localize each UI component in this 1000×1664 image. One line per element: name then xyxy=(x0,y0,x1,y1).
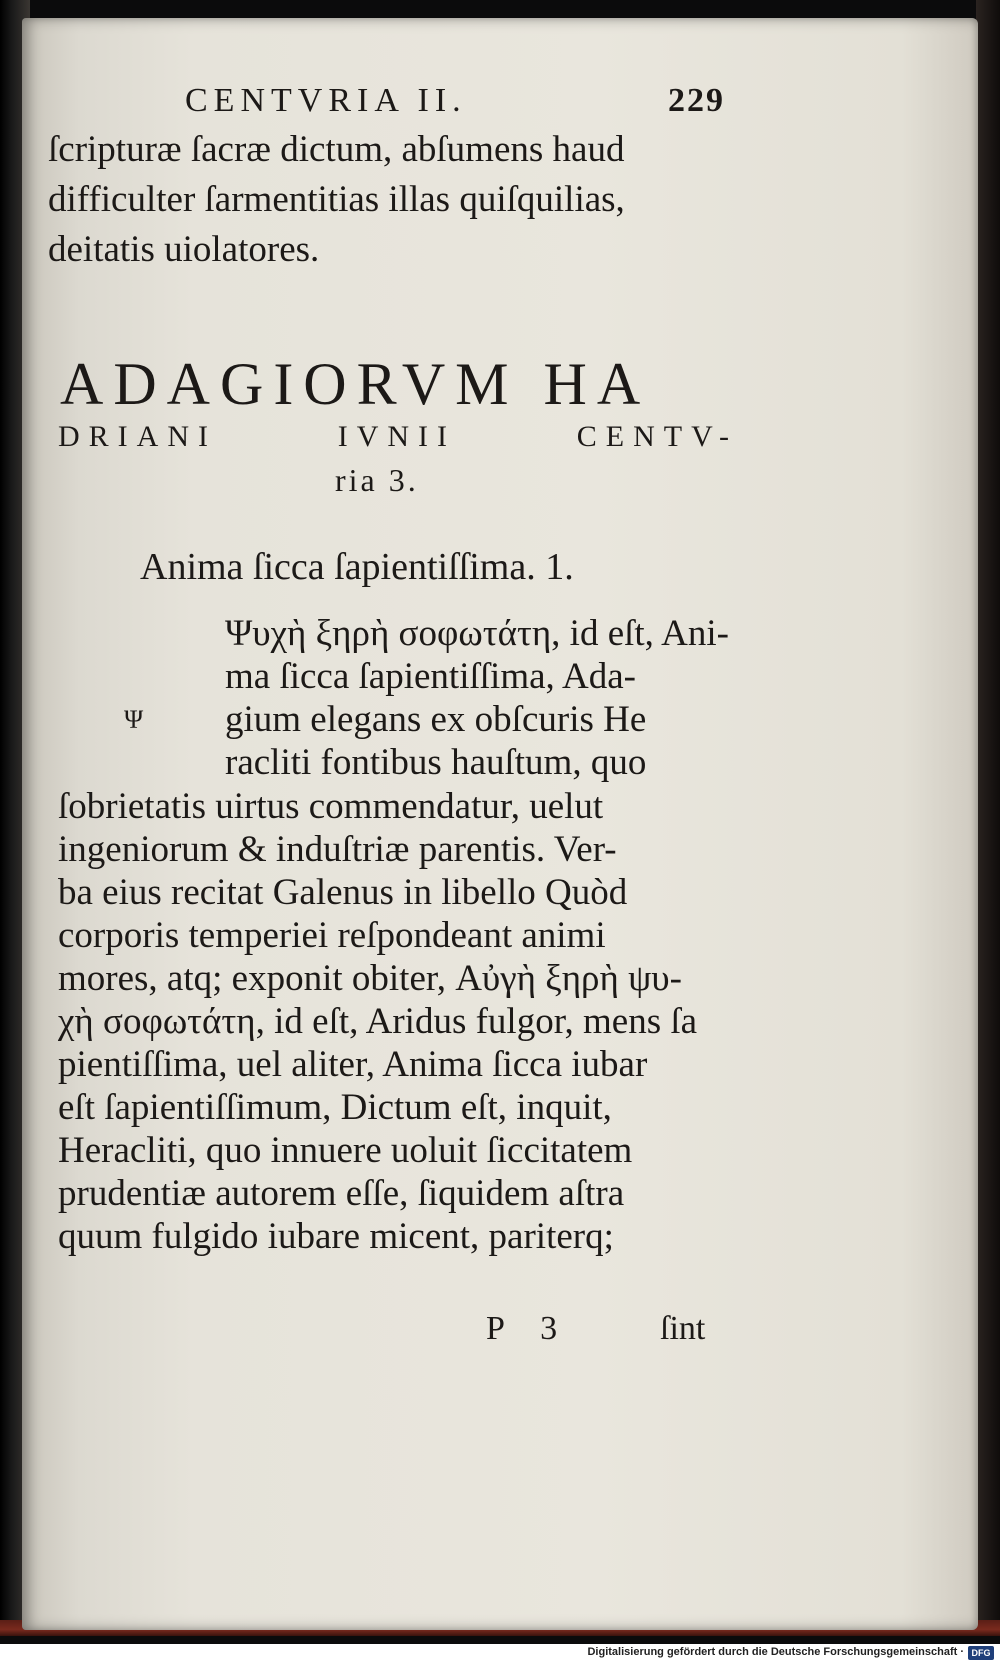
page-right-edge xyxy=(976,0,1000,1636)
section-title-line1: ADAGIORVM HA xyxy=(60,351,651,417)
body-line: ſobrietatis uirtus commendatur, uelut xyxy=(58,786,604,827)
signature-mark: P 3 xyxy=(486,1310,572,1347)
body-line: Ψυχὴ ξηρὴ σοφωτάτη, id eſt, Ani- xyxy=(225,613,729,654)
body-line: racliti fontibus hauſtum, quo xyxy=(225,742,647,783)
body-line: prudentiæ autorem eſſe, ſiquidem aſtra xyxy=(58,1173,625,1214)
body-line: gium elegans ex obſcuris He xyxy=(225,699,647,740)
section-title-line3: ria 3. xyxy=(335,462,419,498)
body-line: mores, atq; exponit obiter, Αὐγὴ ξηρὴ ψυ- xyxy=(58,958,682,999)
section-title-line2 xyxy=(58,420,738,454)
body-line: χὴ σοφωτάτη, id eſt, Aridus fulgor, mens ſa xyxy=(58,1001,698,1042)
body-line: ma ſicca ſapientiſſima, Ada- xyxy=(225,656,636,697)
title-word: CENTV- xyxy=(576,420,738,453)
body-line: deitatis uiolatores. xyxy=(48,229,320,270)
body-line: ingeniorum & induſtriæ parentis. Ver- xyxy=(58,829,617,870)
title-word: IVNII xyxy=(337,420,457,453)
body-line: Heracliti, quo innuere uoluit ſiccitatem xyxy=(58,1130,633,1171)
body-line: ba eius recitat Galenus in libello Quòd xyxy=(58,872,628,913)
digitization-credit: Digitalisierung gefördert durch die Deutsche Forschungsgemeinschaft · xyxy=(587,1646,964,1658)
running-title: CENTVRIA II. xyxy=(185,82,467,119)
running-header xyxy=(185,82,725,120)
body-line: pientiſſima, uel aliter, Anima ſicca iubar xyxy=(58,1044,648,1085)
page-number: 229 xyxy=(668,82,725,119)
body-line: ſcripturæ ſacræ dictum, abſumens haud xyxy=(48,129,625,170)
body-line: difficulter ſarmentitias illas quiſquilias, xyxy=(48,179,625,220)
body-line: eſt ſapientiſſimum, Dictum eſt, inquit, xyxy=(58,1087,612,1128)
body-line: quum fulgido iubare micent, pariterq; xyxy=(58,1216,614,1257)
catchword: ſint xyxy=(660,1310,706,1347)
title-word: DRIANI xyxy=(58,420,217,453)
margin-note: Ψ xyxy=(124,705,144,734)
body-line: corporis temperiei reſpondeant animi xyxy=(58,915,606,956)
dfg-logo: DFG xyxy=(968,1646,994,1660)
adage-heading: Anima ſicca ſapientiſſima. 1. xyxy=(140,546,574,588)
